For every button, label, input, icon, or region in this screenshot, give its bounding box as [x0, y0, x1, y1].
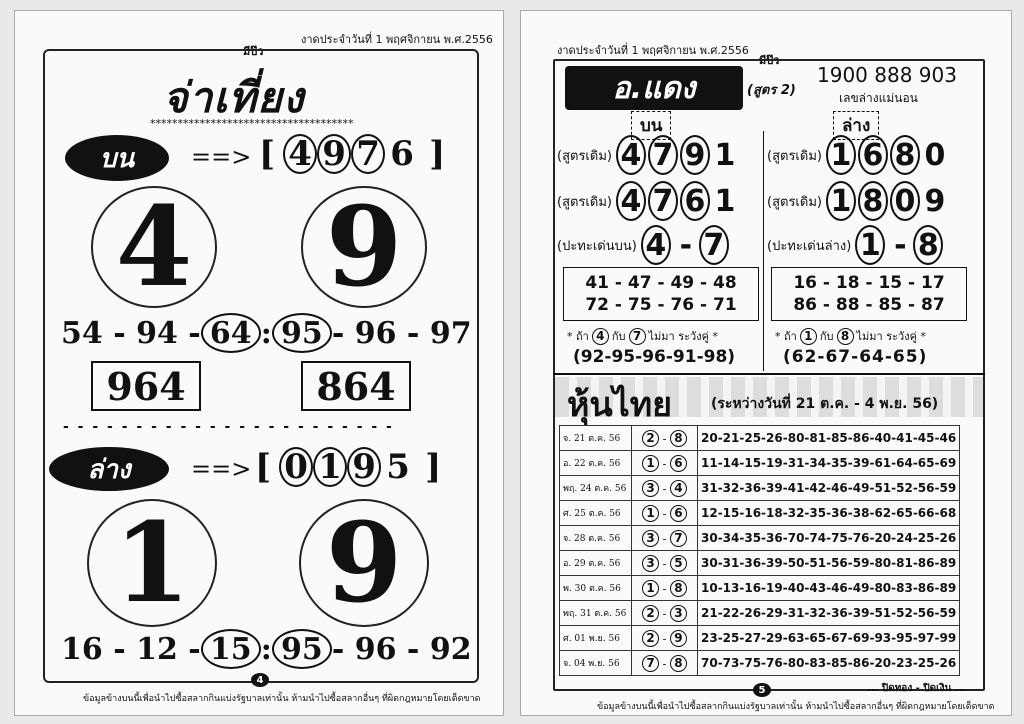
history-table [559, 425, 960, 676]
top-digit-group: [ 4 9 7 6 ] [259, 134, 446, 174]
digit: 1 [714, 183, 736, 219]
digit-circle: 7 [699, 225, 729, 265]
bottom-formula-row-1 [767, 135, 948, 175]
bottom-big-digit-right: 9 [299, 499, 429, 627]
table-row [560, 526, 960, 551]
digit-circle: 4 [616, 135, 646, 175]
phone-caption: เลขล่างแม่นอน [839, 91, 918, 105]
digit-circle: 1 [826, 181, 856, 221]
top-digit-circle: 7 [351, 134, 385, 174]
pair-digit: 2 [642, 430, 659, 447]
pair-cell: 1 - 6 [632, 451, 698, 476]
bottom-digit-circle: 0 [279, 447, 313, 487]
stock-title: หุ้นไทย [567, 385, 673, 425]
left-page-number: 4 [251, 673, 269, 687]
pair-digit: 3 [642, 480, 659, 497]
row-label: (ปะทะเด่นบน) [557, 238, 637, 254]
bottom-digit-circle: 1 [313, 447, 347, 487]
table-row [560, 551, 960, 576]
pair-digit: 3 [670, 605, 687, 622]
pair-digit: 1 [642, 455, 659, 472]
digit-circle: 7 [648, 181, 678, 221]
pair-line: 41 - 47 - 49 - 48 [585, 273, 737, 293]
note-text: กับ [819, 330, 834, 343]
pair: 96 [354, 315, 397, 351]
pair-circled: 15 [201, 629, 261, 669]
table-row [560, 576, 960, 601]
numbers-cell: 21-22-26-29-31-32-36-39-51-52-56-59 [698, 601, 960, 626]
date-cell: อ. 29 ต.ค. 56 [560, 551, 632, 576]
pair-digit: 6 [670, 505, 687, 522]
pair-cell: 3 - 5 [632, 551, 698, 576]
table-row [560, 626, 960, 651]
digit-circle: 7 [648, 135, 678, 175]
pair-digit: 2 [642, 605, 659, 622]
row-label: (สูตรเดิม) [557, 148, 612, 164]
note-text: * ถ้า [775, 330, 797, 343]
digit-circle: 9 [680, 135, 710, 175]
digit-circle: 8 [913, 225, 943, 265]
pair-cell: 2 - 8 [632, 426, 698, 451]
top-pairs-row: 54 - 94 - 64 : 95 - 96 - 97 [61, 313, 472, 353]
pair: 92 [429, 631, 472, 667]
digit-circle: 8 [890, 135, 920, 175]
formula-label: (สูตร 2) [747, 83, 796, 98]
note-text: ไม่มา ระวังคู่ * [648, 330, 718, 343]
bottom-digit-circle: 9 [347, 447, 381, 487]
bottom-hit-row: (ปะทะเด่นล่าง) 1 - 8 [767, 225, 945, 265]
pair-digit: 7 [642, 655, 659, 672]
note-digit: 1 [800, 328, 817, 345]
pair-digit: 3 [642, 555, 659, 572]
pair-line: 72 - 75 - 76 - 71 [585, 295, 737, 315]
date-cell: พฤ. 31 ต.ค. 56 [560, 601, 632, 626]
bottom-pairs-row: 16 - 12 - 15 : 95 - 96 - 92 [61, 629, 472, 669]
digit-circle: 1 [826, 135, 856, 175]
digit: 0 [890, 181, 920, 221]
pair-digit: 8 [670, 655, 687, 672]
row-label: (ปะทะเด่นล่าง) [767, 238, 852, 254]
pair-circled: 95 [272, 313, 332, 353]
date-cell: ศ. 01 พ.ย. 56 [560, 626, 632, 651]
bottom-watch-pairs: (62-67-64-65) [783, 347, 928, 367]
numbers-cell: 12-15-16-18-32-35-36-38-62-65-66-68 [698, 501, 960, 526]
date-cell: จ. 21 ต.ค. 56 [560, 426, 632, 451]
top-digit: 6 [390, 134, 414, 174]
bottom-note [775, 327, 926, 345]
digit: 0 [924, 137, 946, 173]
table-row [560, 501, 960, 526]
note-text: กับ [611, 330, 626, 343]
pair: 12 [136, 631, 178, 667]
pair-cell: 1 - 8 [632, 576, 698, 601]
pair: 94 [136, 315, 178, 351]
bottom-arrow: ==> [191, 455, 252, 483]
pair-line: 86 - 88 - 85 - 87 [793, 295, 945, 315]
bottom-digit: 5 [386, 447, 410, 487]
pair-digit: 1 [642, 580, 659, 597]
pair-circled: 95 [272, 629, 332, 669]
note-digit: 7 [629, 328, 646, 345]
numbers-cell: 11-14-15-19-31-34-35-39-61-64-65-69 [698, 451, 960, 476]
table-row [560, 651, 960, 676]
numbers-cell: 31-32-36-39-41-42-46-49-51-52-56-59 [698, 476, 960, 501]
top-label-oval: บน [65, 135, 169, 181]
numbers-cell: 30-31-36-39-50-51-56-59-80-81-86-89 [698, 551, 960, 576]
left-title: จ่าเที่ยง [163, 73, 305, 122]
pair-cell: 3 - 7 [632, 526, 698, 551]
col-top-label: บน [631, 111, 671, 140]
digit-circle: 8 [858, 181, 888, 221]
digit: 9 [924, 183, 946, 219]
top-digit-circle: 4 [283, 134, 317, 174]
numbers-cell: 20-21-25-26-80-81-85-86-40-41-45-46 [698, 426, 960, 451]
top-triple-box-1: 964 [91, 361, 201, 411]
right-page-number: 5 [753, 683, 771, 697]
pair-cell: 3 - 4 [632, 476, 698, 501]
numbers-cell: 70-73-75-76-80-83-85-86-20-23-25-26 [698, 651, 960, 676]
left-page [14, 10, 504, 716]
digit-circle: 4 [616, 181, 646, 221]
date-cell: ศ. 25 ต.ค. 56 [560, 501, 632, 526]
dashed-divider: - - - - - - - - - - - - - - - - - - - - - - - [63, 419, 394, 435]
digit-circle: 6 [680, 181, 710, 221]
top-watch-pairs: (92-95-96-91-98) [573, 347, 736, 367]
phone-number: 1900 888 903 [817, 63, 957, 87]
bottom-label-oval: ล่าง [49, 447, 169, 491]
pair-circled: 64 [201, 313, 261, 353]
top-pairs-box [563, 267, 759, 321]
date-cell: พ. 30 ต.ค. 56 [560, 576, 632, 601]
pair-cell: 2 - 9 [632, 626, 698, 651]
top-triple-box-2: 864 [301, 361, 411, 411]
stock-date-range: (ระหว่างวันที่ 21 ต.ค. - 4 พ.ย. 56) [711, 396, 939, 412]
date-cell: จ. 28 ต.ค. 56 [560, 526, 632, 551]
note-digit: 8 [837, 328, 854, 345]
star-divider: ************************************* [150, 117, 354, 130]
numbers-cell: 10-13-16-19-40-43-46-49-80-83-86-89 [698, 576, 960, 601]
pair-digit: 9 [670, 630, 687, 647]
note-text: ไม่มา ระวังคู่ * [856, 330, 926, 343]
col-bottom-label: ล่าง [833, 111, 879, 140]
table-row [560, 601, 960, 626]
table-row [560, 476, 960, 501]
date-cell: อ. 22 ต.ค. 56 [560, 451, 632, 476]
pair: 97 [429, 315, 472, 351]
top-hit-row: (ปะทะเด่นบน) 4 - 7 [557, 225, 731, 265]
table-row [560, 426, 960, 451]
pair-digit: 5 [670, 555, 687, 572]
pair-digit: 1 [642, 505, 659, 522]
logo-badge: อ.แดง [565, 66, 743, 110]
pair-digit: 7 [670, 530, 687, 547]
top-digit-circle: 9 [317, 134, 351, 174]
digit-circle: 4 [641, 225, 671, 265]
note-digit: 4 [592, 328, 609, 345]
pair-digit: 2 [642, 630, 659, 647]
pair-digit: 4 [670, 480, 687, 497]
top-formula-row-2 [557, 181, 738, 221]
pair-cell: 2 - 3 [632, 601, 698, 626]
bottom-formula-row-2 [767, 181, 948, 221]
right-header-date: งาดประจำวันที่ 1 พฤศจิกายน พ.ศ.2556 [557, 44, 749, 57]
bottom-big-digit-left: 1 [87, 499, 217, 627]
top-formula-row-1 [557, 135, 738, 175]
note-text: * ถ้า [567, 330, 589, 343]
right-page [520, 10, 1012, 716]
top-note [567, 327, 718, 345]
digit-circle: 6 [858, 135, 888, 175]
table-row [560, 451, 960, 476]
numbers-cell: 30-34-35-36-70-74-75-76-20-24-25-26 [698, 526, 960, 551]
row-label: (สูตรเดิม) [557, 194, 612, 210]
numbers-cell: 23-25-27-29-63-65-67-69-93-95-97-99 [698, 626, 960, 651]
bottom-pairs-box [771, 267, 967, 321]
pair-digit: 3 [642, 530, 659, 547]
column-divider [763, 131, 764, 371]
pair-cell: 1 - 6 [632, 501, 698, 526]
digit-circle: 1 [855, 225, 885, 265]
pair: 54 [61, 315, 103, 351]
pair-cell: 7 - 8 [632, 651, 698, 676]
section-rule [553, 373, 985, 375]
pair-digit: 8 [670, 430, 687, 447]
bottom-digit-group: [ 0 1 9 5 ] [255, 447, 442, 487]
date-cell: พฤ. 24 ต.ค. 56 [560, 476, 632, 501]
top-big-digit-left: 4 [91, 186, 217, 308]
top-arrow: ==> [191, 143, 252, 171]
date-cell: จ. 04 พ.ย. 56 [560, 651, 632, 676]
row-label: (สูตรเดิม) [767, 148, 822, 164]
digit: 1 [714, 137, 736, 173]
right-footer: ข้อมูลข้างบนนี้เพื่อนำไปซื้อสลากกินแบ่งรัฐบาลเท่านั้น ห้ามนำไปซื้อสลากอื่นๆ ที่ผิดกฎหมายโดยเด็ดขาด [597, 702, 995, 712]
pair: 16 [61, 631, 103, 667]
pair-digit: 8 [670, 580, 687, 597]
pair: 96 [354, 631, 397, 667]
closing-note: ... ปิดทอง - ปิดเงิน ... [867, 683, 967, 694]
left-footer: ข้อมูลข้างบนนี้เพื่อนำไปซื้อสลากกินแบ่งรัฐบาลเท่านั้น ห้ามนำไปซื้อสลากอื่นๆ ที่ผิดกฎหมายโดยเด็ดขาด [83, 694, 481, 704]
top-big-digit-right: 9 [301, 186, 427, 308]
left-brand: มีป๊ว [243, 45, 264, 58]
row-label: (สูตรเดิม) [767, 194, 822, 210]
right-brand: มีป๊ว [759, 54, 780, 67]
pair-digit: 6 [670, 455, 687, 472]
left-header-date: งาดประจำวันที่ 1 พฤศจิกายน พ.ศ.2556 [301, 33, 493, 46]
pair-line: 16 - 18 - 15 - 17 [793, 273, 945, 293]
